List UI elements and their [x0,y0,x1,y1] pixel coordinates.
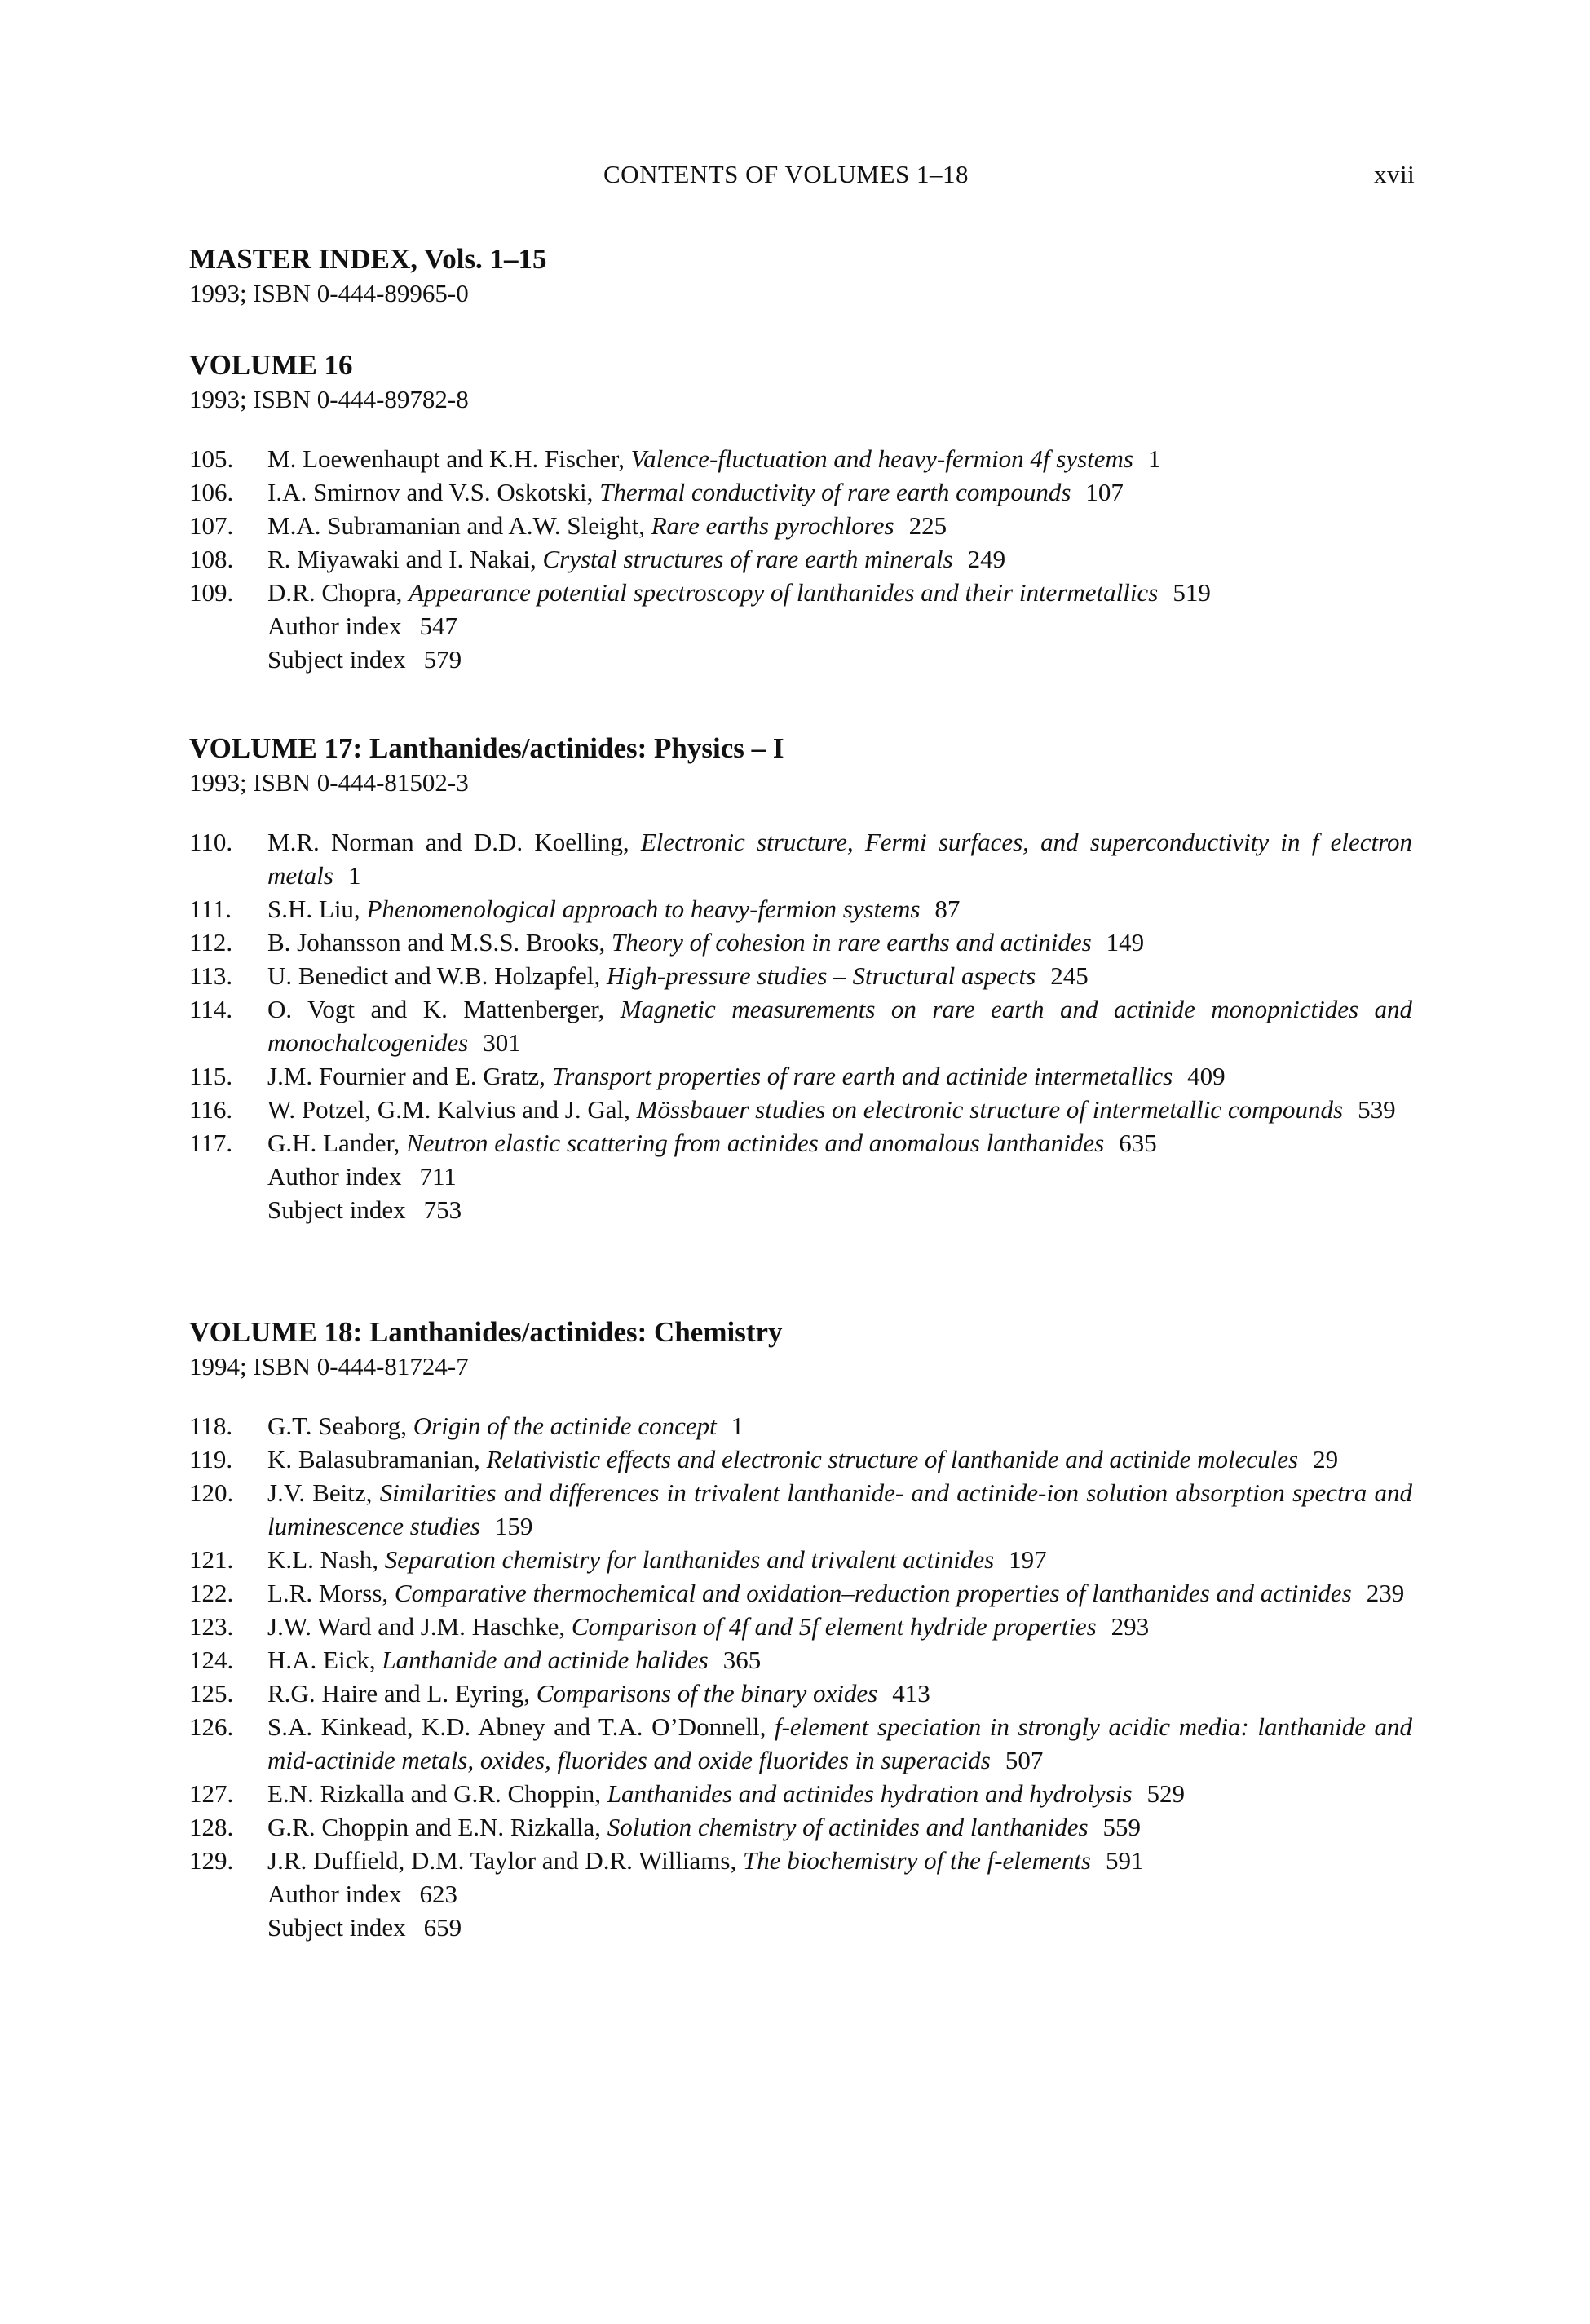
subject-index [189,1193,1412,1226]
entry-number: 115. [189,1062,233,1090]
entry-number: 117. [189,1129,233,1157]
entry [189,1844,1412,1877]
entry-page: 225 [908,511,947,540]
entry [189,992,1412,1059]
entry-number: 119. [189,1445,233,1473]
entry-number: 109. [189,578,234,607]
entry-page: 301 [483,1028,521,1057]
entry-page: 239 [1366,1579,1405,1607]
entry-authors: G.T. Seaborg, [267,1412,413,1440]
entry [189,1443,1412,1476]
entry [189,1059,1412,1093]
entry-page: 1 [347,861,361,890]
author-index-page: 711 [419,1162,457,1191]
entry-number: 122. [189,1579,234,1607]
entry-number: 108. [189,545,234,573]
entry-number: 105. [189,444,234,473]
entry-title: Comparison of 4f and 5f element hydride properties [571,1612,1097,1641]
entry [189,1810,1412,1844]
entry-title: Crystal structures of rare earth minerals [542,545,953,573]
entry-authors: B. Johansson and M.S.S. Brooks, [267,928,612,957]
entry-authors: M.A. Subramanian and A.W. Sleight, [267,511,651,540]
entry-title: Solution chemistry of actinides and lanthanides [607,1813,1089,1841]
running-head [0,160,1590,192]
subject-index-page: 753 [423,1195,462,1224]
volume-18-section [189,1314,1412,1944]
entry-title: The biochemistry of the f-elements [742,1846,1091,1875]
volume-title: VOLUME 18: Lanthanides/actinides: Chemistry [189,1316,783,1348]
running-title: CONTENTS OF VOLUMES 1–18 [603,160,969,188]
entry-number: 110. [189,828,233,856]
entry-title: High-pressure studies – Structural aspects [606,961,1036,990]
entry-title: Comparative thermochemical and oxidation–reduction properties of lanthanides and actinides [394,1579,1352,1607]
entry-page: 159 [494,1512,533,1540]
entry-authors: J.R. Duffield, D.M. Taylor and D.R. Williams, [267,1846,743,1875]
entry-page: 249 [967,545,1006,573]
entry-authors: D.R. Chopra, [267,578,409,607]
entry [189,542,1412,576]
entry-title: f-element speciation in strongly acidic media: lanthanide and mid-actinide metals, oxides, fluorides and oxide fluorides in superacids [267,1712,1412,1774]
subject-index-label: Subject index [267,1195,406,1224]
entry-page: 507 [1005,1746,1044,1774]
author-index-page: 623 [419,1880,457,1908]
entry-page: 293 [1111,1612,1150,1641]
entry-title: Theory of cohesion in rare earths and actinides [612,928,1092,957]
volume-title: VOLUME 17: Lanthanides/actinides: Physics – I [189,732,784,764]
entry-list [189,1409,1412,1944]
entry-number: 116. [189,1095,233,1124]
volume-meta: 1993; ISBN 0-444-89782-8 [189,385,469,413]
entry-authors: R.G. Haire and L. Eyring, [267,1679,537,1708]
entry-number: 107. [189,511,234,540]
entry-number: 123. [189,1612,234,1641]
entry-list [189,825,1412,1226]
entry-number: 128. [189,1813,234,1841]
author-index [189,609,1412,643]
entry [189,1409,1412,1443]
entry-page: 107 [1085,478,1124,506]
entry-number: 125. [189,1679,234,1708]
entry-title: Phenomenological approach to heavy-fermion systems [366,895,921,923]
entry-title: Comparisons of the binary oxides [536,1679,878,1708]
subject-index [189,643,1412,676]
entry-authors: K.L. Nash, [267,1545,385,1574]
author-index-label: Author index [267,612,402,640]
entry-title: Electronic structure, Fermi surfaces, and superconductivity in f electron metals [267,828,1413,890]
entry-authors: E.N. Rizkalla and G.R. Choppin, [267,1779,607,1808]
entry [189,442,1412,475]
entry-page: 29 [1313,1445,1339,1473]
entry-page: 87 [934,895,961,923]
volume-meta: 1993; ISBN 0-444-81502-3 [189,768,469,797]
entry [189,1777,1412,1810]
author-index-label: Author index [267,1162,402,1191]
entry-page: 1 [731,1412,744,1440]
entry [189,509,1412,542]
entry-title: Origin of the actinide concept [413,1412,717,1440]
entry-page: 413 [892,1679,930,1708]
entry-authors: W. Potzel, G.M. Kalvius and J. Gal, [267,1095,637,1124]
entry [189,825,1412,892]
entry-authors: K. Balasubramanian, [267,1445,487,1473]
entry-number: 120. [189,1478,234,1507]
entry-authors: G.R. Choppin and E.N. Rizkalla, [267,1813,607,1841]
entry [189,1643,1412,1677]
entry-page: 1 [1148,444,1161,473]
entry [189,576,1412,609]
volume-meta: 1994; ISBN 0-444-81724-7 [189,1352,469,1381]
entry-page: 591 [1106,1846,1144,1875]
entry-title: Neutron elastic scattering from actinides and anomalous lanthanides [406,1129,1105,1157]
entry-number: 118. [189,1412,233,1440]
entry [189,892,1412,926]
entry-title: Thermal conductivity of rare earth compounds [599,478,1071,506]
entry-page: 245 [1050,961,1089,990]
volume-16-section [189,347,1412,676]
entry-number: 121. [189,1545,234,1574]
entry-title: Valence-fluctuation and heavy-fermion 4f systems [630,444,1133,473]
entry-number: 113. [189,961,233,990]
entry [189,1677,1412,1710]
entry-title: Rare earths pyrochlores [651,511,894,540]
entry-page: 197 [1009,1545,1047,1574]
author-index-label: Author index [267,1880,402,1908]
entry-number: 112. [189,928,233,957]
author-index [189,1160,1412,1193]
entry-authors: L.R. Morss, [267,1579,395,1607]
entry-authors: U. Benedict and W.B. Holzapfel, [267,961,607,990]
subject-index-label: Subject index [267,645,406,674]
entry-authors: I.A. Smirnov and V.S. Oskotski, [267,478,600,506]
entry [189,1476,1412,1543]
entry-page: 365 [722,1646,762,1674]
entry-title: Magnetic measurements on rare earth and actinide monopnictides and monochalcogenides [267,995,1412,1057]
entry-number: 111. [189,895,232,923]
entry [189,1126,1412,1160]
entry [189,475,1412,509]
subject-index-label: Subject index [267,1913,406,1942]
entry-number: 126. [189,1712,234,1741]
entry-authors: S.H. Liu, [267,895,367,923]
volume-17-section [189,731,1412,1226]
entry [189,1543,1412,1576]
entry-title: Separation chemistry for lanthanides and trivalent actinides [384,1545,995,1574]
entry-page: 529 [1146,1779,1186,1808]
subject-index-page: 579 [423,645,462,674]
entry-page: 519 [1173,578,1211,607]
subject-index [189,1911,1412,1944]
master-index-section [189,241,1412,310]
entry [189,1576,1412,1610]
author-index-page: 547 [419,612,457,640]
subject-index-page: 659 [423,1913,462,1942]
entry-number: 127. [189,1779,234,1808]
volume-title: VOLUME 16 [189,349,353,381]
page-number: xvii [1374,160,1416,188]
entry-title: Lanthanides and actinides hydration and hydrolysis [607,1779,1133,1808]
entry-title: Relativistic effects and electronic structure of lanthanide and actinide molecules [486,1445,1299,1473]
entry-page: 539 [1358,1095,1396,1124]
entry-title: Appearance potential spectroscopy of lanthanides and their intermetallics [409,578,1159,607]
entry-list [189,442,1412,676]
entry-page: 559 [1102,1813,1142,1841]
entry [189,1610,1412,1643]
entry-authors: M. Loewenhaupt and K.H. Fischer, [267,444,631,473]
entry-number: 124. [189,1646,234,1674]
entry [189,959,1412,992]
entry-authors: G.H. Lander, [267,1129,407,1157]
entry-authors: M.R. Norman and D.D. Koelling, [267,828,641,856]
entry-authors: O. Vogt and K. Mattenberger, [267,995,621,1023]
entry-authors: S.A. Kinkead, K.D. Abney and T.A. O’Donnell, [267,1712,775,1741]
entry-authors: R. Miyawaki and I. Nakai, [267,545,543,573]
entry-authors: H.A. Eick, [267,1646,382,1674]
entry-number: 106. [189,478,234,506]
entry-title: Transport properties of rare earth and actinide intermetallics [551,1062,1173,1090]
author-index [189,1877,1412,1911]
master-index-meta: 1993; ISBN 0-444-89965-0 [189,279,469,307]
entry-title: Lanthanide and actinide halides [382,1646,709,1674]
entry-page: 635 [1119,1129,1157,1157]
entry [189,926,1412,959]
entry-number: 129. [189,1846,234,1875]
entry-page: 409 [1187,1062,1226,1090]
master-index-title: MASTER INDEX, Vols. 1–15 [189,243,547,275]
entry-authors: J.M. Fournier and E. Gratz, [267,1062,552,1090]
entry-title: Mössbauer studies on electronic structure of intermetallic compounds [636,1095,1344,1124]
entry-number: 114. [189,995,233,1023]
entry [189,1093,1412,1126]
entry-page: 149 [1106,928,1145,957]
entry-authors: J.W. Ward and J.M. Haschke, [267,1612,572,1641]
entry-authors: J.V. Beitz, [267,1478,380,1507]
entry [189,1710,1412,1777]
entry-title: Similarities and differences in trivalent lanthanide- and actinide-ion solution absorption spectra and luminescence studies [267,1478,1412,1540]
